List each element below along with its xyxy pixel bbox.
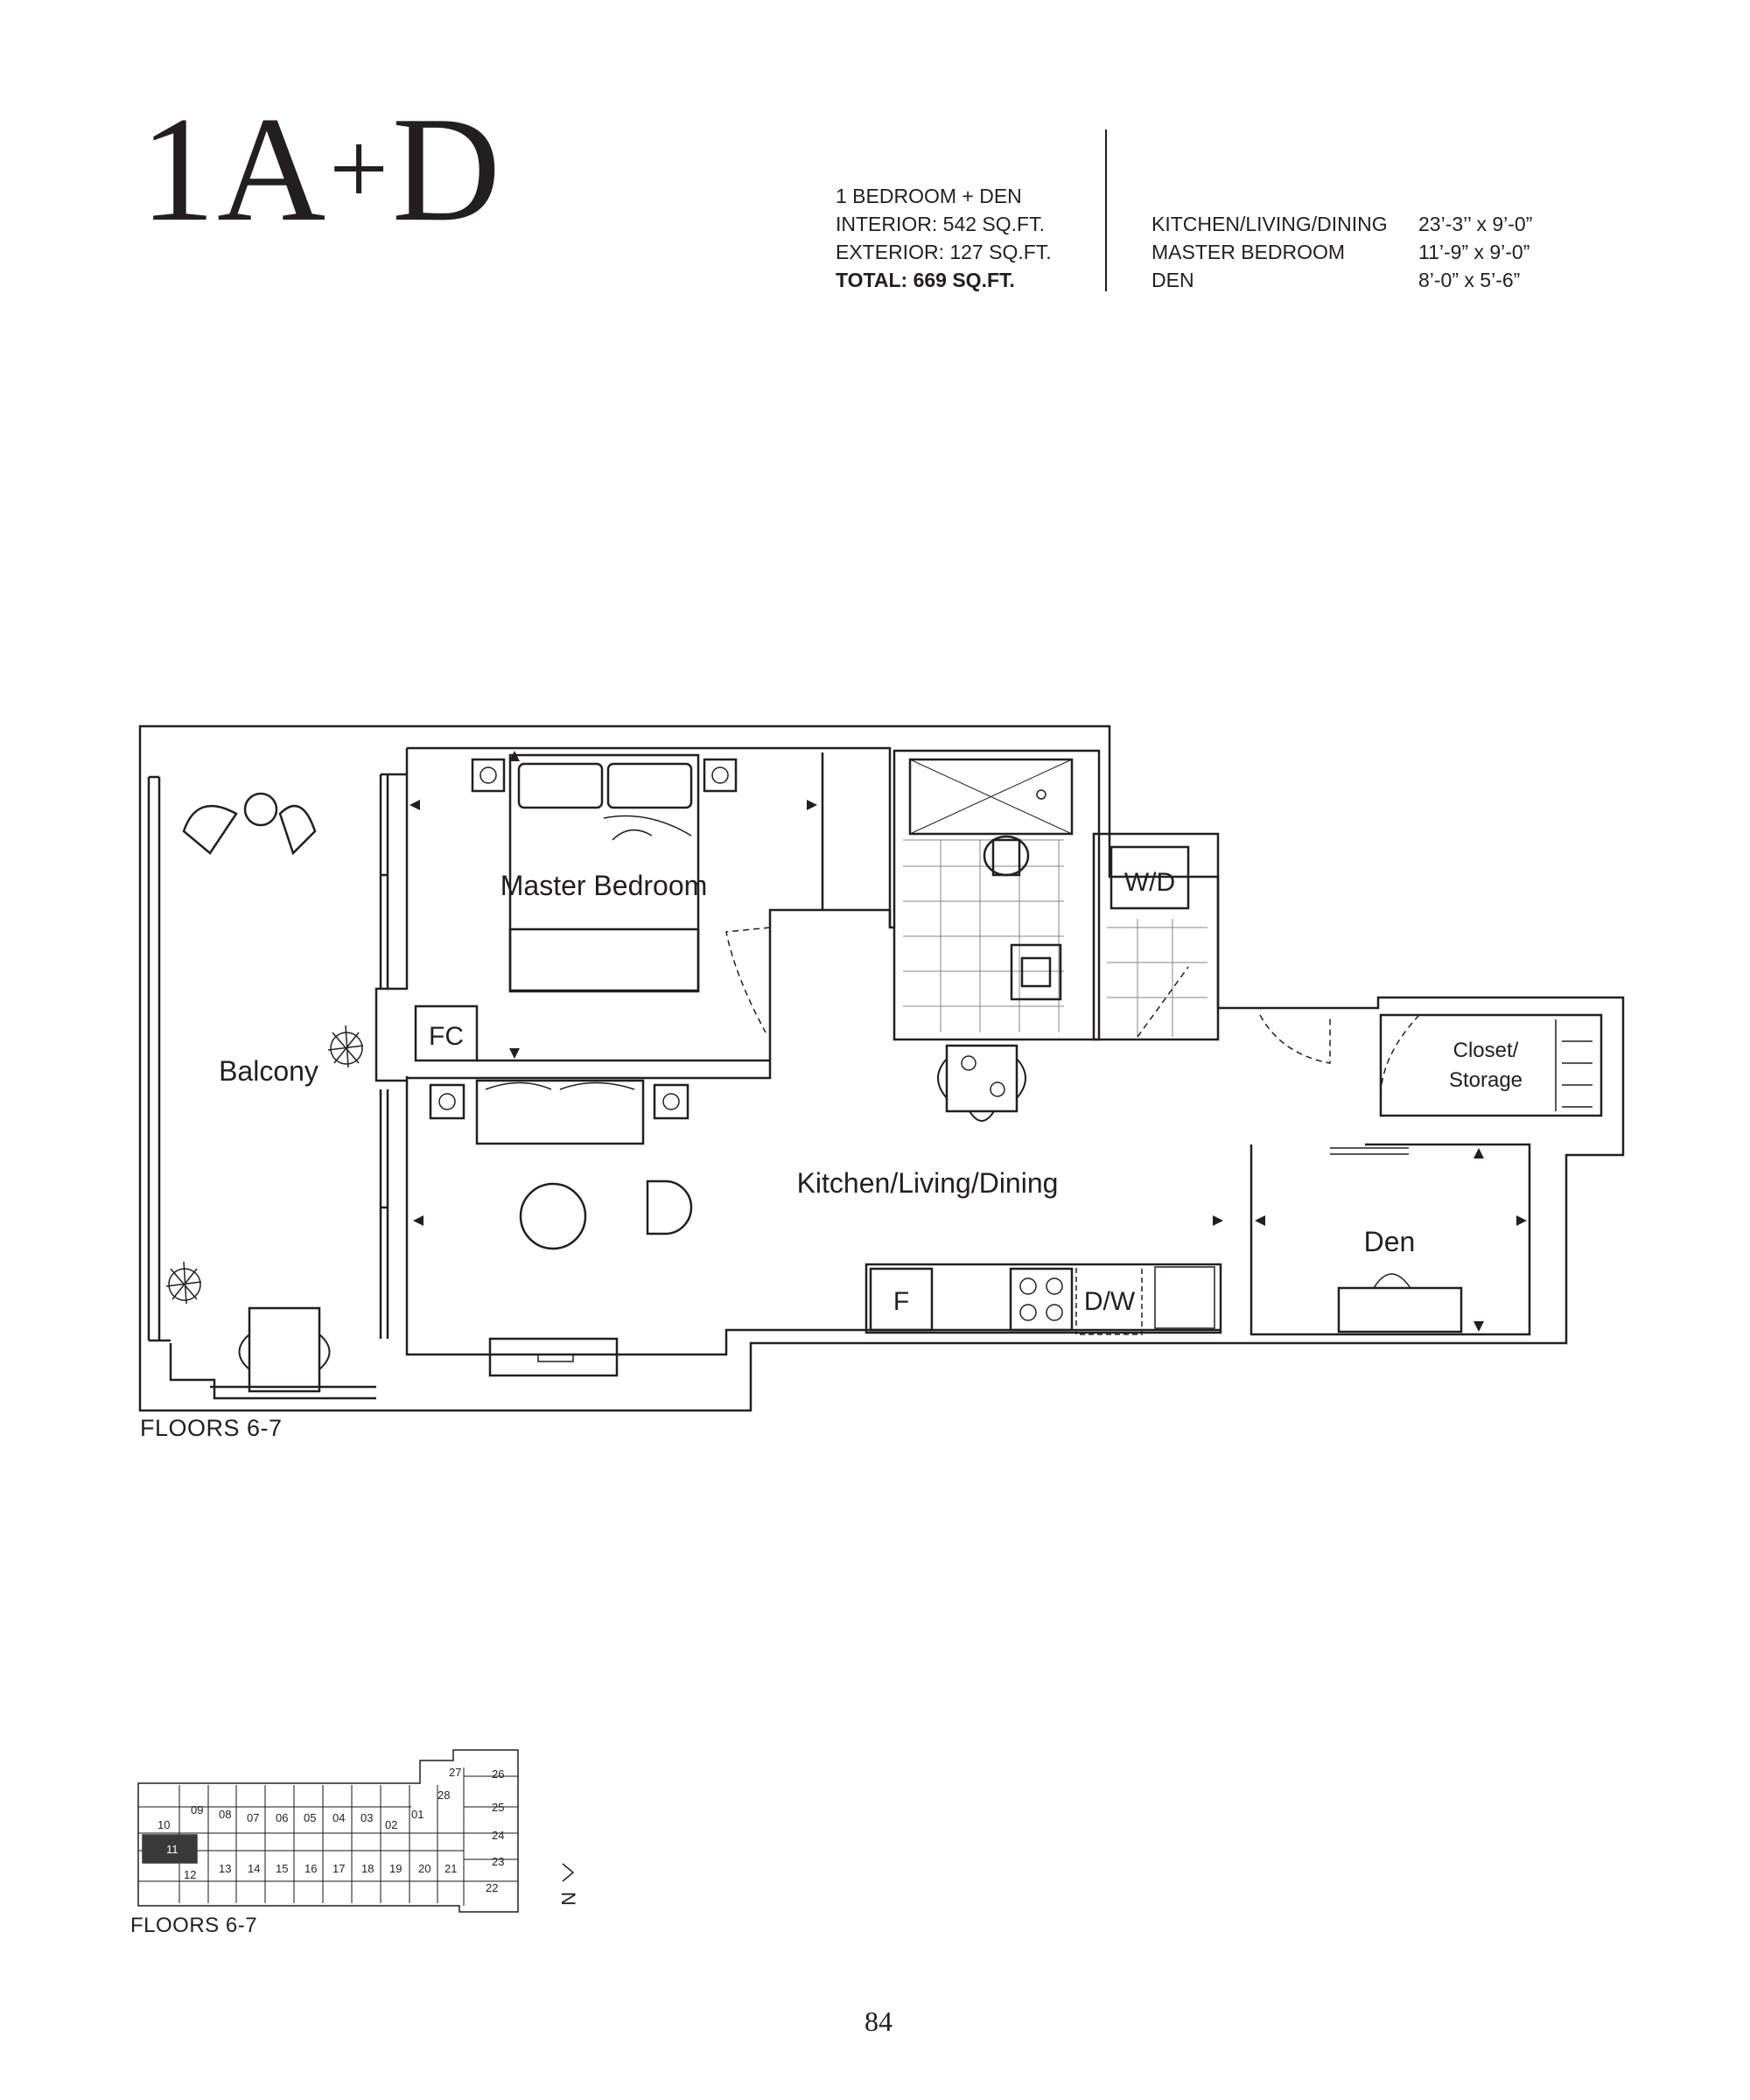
- label-washer-dryer: W/D: [1124, 868, 1176, 897]
- kitchen-counter: [866, 1264, 1221, 1333]
- key-unit-number: 07: [247, 1811, 260, 1824]
- key-plan-unit-numbers: [158, 1766, 504, 1894]
- key-unit-number: 16: [304, 1862, 318, 1875]
- nightstand: [704, 760, 736, 791]
- laundry-closet-wall: [1094, 834, 1218, 1040]
- lounge-chair: [280, 806, 315, 853]
- key-unit-number: 21: [444, 1862, 458, 1875]
- end-table: [430, 1085, 464, 1118]
- toilet-icon: [984, 836, 1028, 875]
- key-unit-number: 26: [492, 1768, 505, 1781]
- unit-type: 1 BEDROOM + DEN: [836, 185, 1022, 207]
- unit-title-left: 1A: [140, 87, 328, 253]
- balcony-glazing-lower: [381, 1089, 388, 1339]
- den-desk: [1339, 1288, 1461, 1332]
- shower-drain-icon: [1037, 790, 1046, 799]
- toilet-tank: [993, 840, 1019, 875]
- den-chair: [1374, 1274, 1410, 1288]
- door-swing: [1381, 1015, 1419, 1094]
- side-table: [245, 794, 276, 825]
- coffee-table: [521, 1184, 585, 1249]
- floors-caption: FLOORS 6-7: [140, 1415, 283, 1441]
- bed-blanket-fold: [604, 816, 691, 841]
- stove-burner: [1020, 1305, 1036, 1320]
- door-swing: [1138, 967, 1188, 1037]
- balcony-railing: [149, 777, 376, 1398]
- key-plan: [138, 1750, 573, 1912]
- plate-icon: [990, 1082, 1004, 1096]
- key-unit-number: 17: [332, 1862, 346, 1875]
- end-table: [654, 1085, 688, 1118]
- key-unit-number: 10: [158, 1818, 171, 1831]
- key-unit-number: 23: [492, 1855, 505, 1868]
- north-label: N: [557, 1892, 579, 1906]
- key-unit-number: 12: [184, 1868, 197, 1881]
- laundry-tiles: [1107, 919, 1208, 1037]
- shower-drain: [910, 760, 1072, 834]
- stove-burner: [1046, 1278, 1062, 1294]
- key-unit-number: 05: [304, 1811, 317, 1824]
- key-unit-number: 22: [486, 1881, 499, 1894]
- key-unit-number: 06: [276, 1811, 289, 1824]
- key-unit-number: 20: [418, 1862, 431, 1875]
- exterior-area: EXTERIOR: 127 SQ.FT.: [836, 241, 1052, 263]
- key-unit-number: 13: [219, 1862, 232, 1875]
- den-sliding-door: [1330, 1148, 1409, 1154]
- bed-bench: [510, 929, 698, 990]
- dimension-arrows: [410, 751, 1527, 1332]
- dining-table: [947, 1046, 1017, 1111]
- kitchen-sink: [1155, 1267, 1214, 1328]
- bed-pillow: [519, 764, 602, 808]
- lamp-icon: [712, 767, 728, 783]
- sink-icon: [1012, 945, 1060, 999]
- sofa: [477, 1081, 643, 1144]
- nightstand: [472, 760, 504, 791]
- total-area: TOTAL: 669 SQ.FT.: [836, 269, 1015, 291]
- room-label-closet-line-1: Closet/: [1452, 1039, 1519, 1062]
- closet-shelves: [1556, 1019, 1592, 1111]
- bed-pillow: [608, 764, 691, 808]
- stove-burner: [1046, 1305, 1062, 1320]
- sink-basin: [1022, 958, 1050, 986]
- room-label-closet-line-2: Storage: [1448, 1068, 1523, 1092]
- closet-storage-wall: [1381, 1015, 1601, 1116]
- key-plan-floors-caption: FLOORS 6-7: [130, 1914, 258, 1937]
- key-unit-number: 04: [332, 1811, 346, 1824]
- key-unit-number: 08: [219, 1808, 232, 1821]
- key-unit-number: 15: [276, 1862, 289, 1875]
- room-size: 23’-3’’ x 9’-0”: [1418, 213, 1533, 235]
- room-size: 8’-0” x 5’-6”: [1418, 269, 1521, 291]
- lamp-icon: [439, 1094, 455, 1110]
- room-label-kitchen-living-dining: Kitchen/Living/Dining: [796, 1167, 1059, 1199]
- label-fan-coil: FC: [429, 1022, 464, 1051]
- sofa-cushions: [486, 1083, 634, 1090]
- door-swing: [1260, 1015, 1330, 1063]
- plate-icon: [962, 1056, 976, 1070]
- plant-icon: [328, 1026, 363, 1068]
- tv-unit: [490, 1339, 617, 1376]
- balcony-chair: [240, 1334, 330, 1369]
- lamp-icon: [663, 1094, 679, 1110]
- stove-burner: [1020, 1278, 1036, 1294]
- accent-chair: [648, 1181, 691, 1234]
- room-name: DEN: [1152, 269, 1194, 291]
- key-unit-number: 19: [389, 1862, 402, 1875]
- bathroom-tiles: [903, 840, 1064, 1032]
- stove: [1011, 1269, 1072, 1330]
- key-unit-number: 28: [438, 1788, 451, 1802]
- key-unit-number: 11: [166, 1843, 178, 1856]
- key-unit-number: 25: [492, 1801, 505, 1814]
- key-unit-number: 03: [360, 1811, 374, 1824]
- unit-title-right: D: [391, 87, 503, 253]
- plant-icon: [166, 1262, 201, 1304]
- key-unit-number: 01: [411, 1808, 424, 1821]
- room-label-den: Den: [1363, 1226, 1416, 1257]
- key-unit-number: 24: [492, 1829, 505, 1842]
- key-unit-number: 02: [385, 1818, 398, 1831]
- room-name: MASTER BEDROOM: [1152, 241, 1346, 263]
- page-number: 84: [864, 2006, 892, 2037]
- key-unit-number: 14: [248, 1862, 261, 1875]
- room-label-balcony: Balcony: [219, 1055, 318, 1087]
- unit-title-plus: +: [329, 110, 390, 227]
- room-size: 11’-9” x 9’-0”: [1418, 241, 1530, 263]
- label-dishwasher: D/W: [1083, 1287, 1136, 1316]
- key-unit-number: 09: [191, 1803, 204, 1816]
- bedroom-wall-east: [770, 910, 890, 1060]
- room-label-master-bedroom: Master Bedroom: [500, 870, 708, 901]
- north-arrow-icon: [563, 1864, 573, 1881]
- lamp-icon: [480, 767, 496, 783]
- label-fridge: F: [892, 1287, 910, 1316]
- room-name: KITCHEN/LIVING/DINING: [1152, 213, 1388, 235]
- balcony-table: [249, 1308, 319, 1391]
- balcony-glazing-upper: [381, 774, 407, 989]
- key-unit-number: 18: [361, 1862, 374, 1875]
- key-unit-number: 27: [449, 1766, 462, 1779]
- outer-wall: [140, 726, 1623, 1410]
- interior-area: INTERIOR: 542 SQ.FT.: [836, 213, 1045, 235]
- door-swing: [726, 928, 770, 1032]
- bedroom-wall-south: [407, 1060, 770, 1078]
- lounge-chair: [184, 806, 236, 853]
